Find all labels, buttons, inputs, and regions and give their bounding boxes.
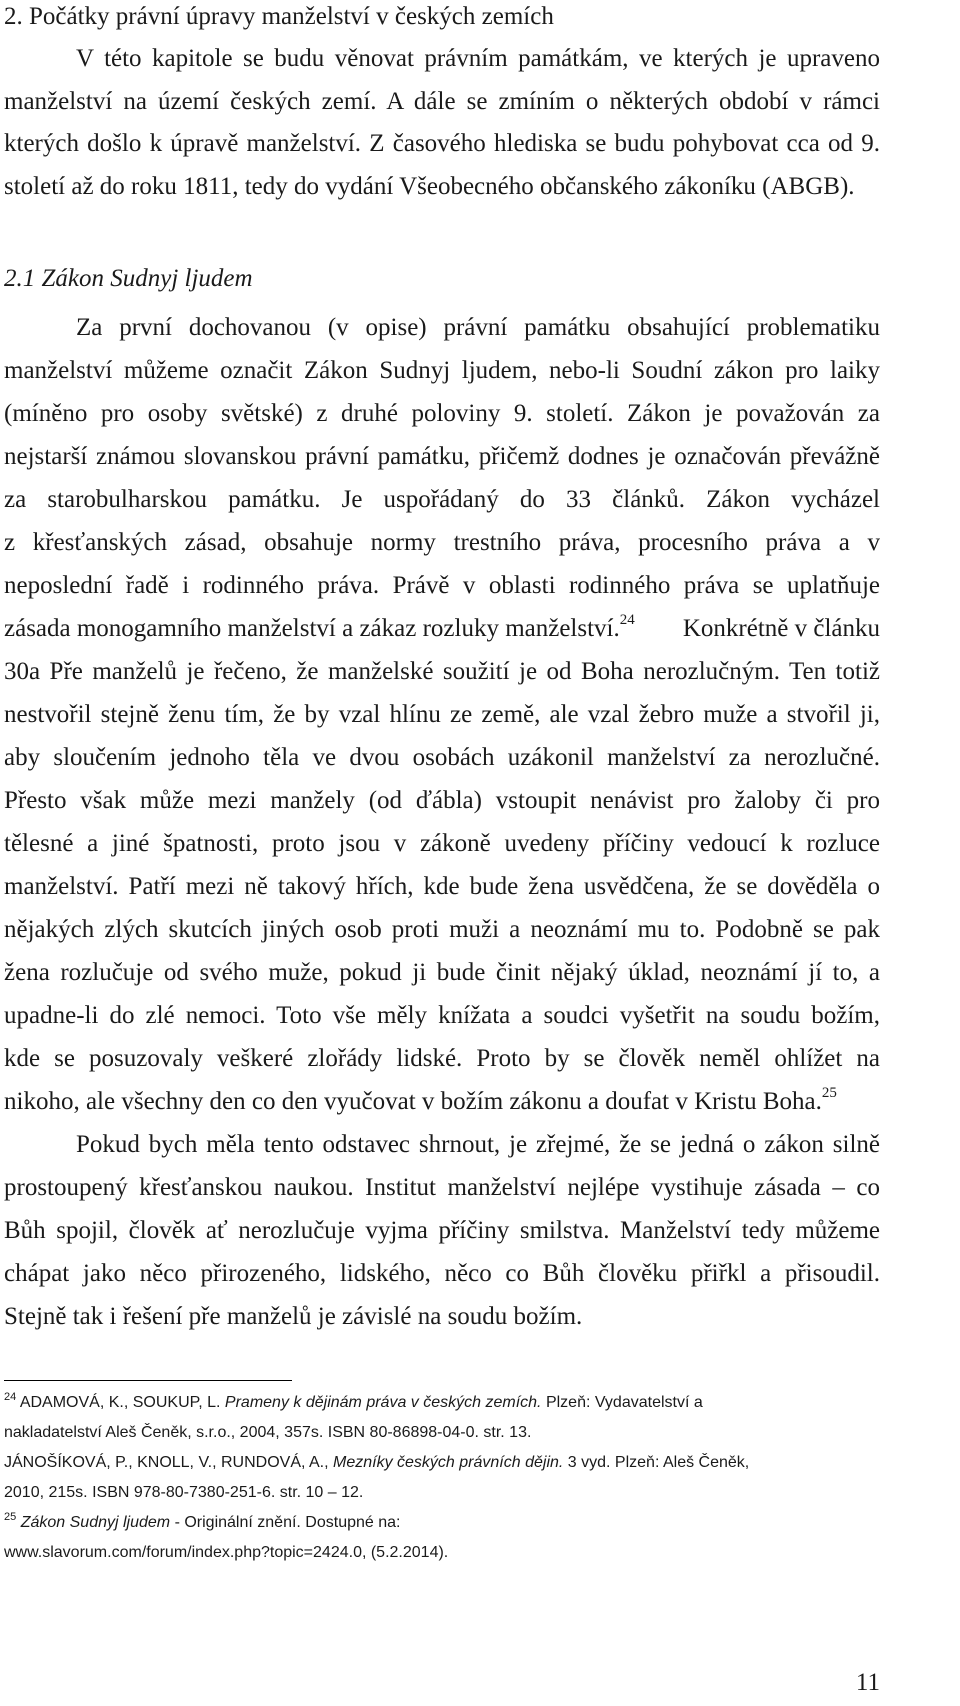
footnote-text: 3 vyd. Plzeň: Aleš Čeněk, xyxy=(567,1454,750,1471)
footnote-number: 25 xyxy=(4,1511,17,1523)
footnote-ref-24[interactable]: 24 xyxy=(619,612,635,628)
text-line: 30a Pře manželů je řečeno, že manželské soužití je od Boha nerozlučným. Ten totiž xyxy=(4,658,880,685)
footnote-text: Plzeň: Vydavatelství a xyxy=(545,1394,703,1411)
text-line: kterých došlo k úpravě manželství. Z časového hlediska se budu pohybovat cca od 9. xyxy=(4,130,880,157)
text-segment: Konkrétně v článku xyxy=(682,615,880,642)
text-line: tělesné a jiné špatnosti, proto jsou v zákoně uvedeny příčiny vedoucí k rozluce xyxy=(4,830,880,857)
text-line: neposlední řadě i rodinného práva. Právě v oblasti rodinného práva se uplatňuje xyxy=(4,572,880,599)
text-line: upadne-li do zlé nemoci. Toto vše měly knížata a soudci vyšetřit na soudu božím, xyxy=(4,1002,880,1029)
text-line: Pokud bych měla tento odstavec shrnout, je zřejmé, že se jedná o zákon silně xyxy=(76,1131,880,1158)
text-segment: nikoho, ale všechny den co den vyučovat v božím zákonu a doufat v Kristu Boha. xyxy=(4,1088,822,1115)
text-line: Bůh spojil, člověk ať nerozlučuje vyjma příčiny smilstva. Manželství tedy můžeme xyxy=(4,1217,880,1244)
section-heading: 2.1 Zákon Sudnyj ljudem xyxy=(4,265,253,292)
footnote-title: Zákon Sudnyj ljudem xyxy=(20,1514,171,1531)
text-line xyxy=(4,1085,880,1119)
text-line: za starobulharskou památku. Je uspořádaný do 33 článků. Zákon vycházel xyxy=(4,486,880,513)
text-line: prostoupený křesťanskou naukou. Institut manželství nejlépe vystihuje zásada – co xyxy=(4,1174,880,1201)
footnote-authors: JÁNOŠÍKOVÁ, P., KNOLL, V., RUNDOVÁ, A., xyxy=(4,1454,329,1471)
footnote-24-line xyxy=(4,1452,880,1474)
footnote-separator xyxy=(4,1380,292,1381)
text-line xyxy=(4,612,880,646)
text-line: Za první dochovanou (v opise) právní památku obsahující problematiku xyxy=(76,314,880,341)
text-segment: zásada monogamního manželství a zákaz rozluky manželství. xyxy=(4,615,620,642)
text-line: nestvořil stejně ženu tím, že by vzal hlínu ze země, ale vzal žebro muže a stvořil ji, xyxy=(4,701,880,728)
text-line: manželství. Patří mezi ně takový hřích, kde bude žena usvědčena, že se dověděla o xyxy=(4,873,880,900)
text-line: žena rozlučuje od svého muže, pokud ji bude činit nějaký úklad, neoznámí jí to, a xyxy=(4,959,880,986)
footnote-authors: ADAMOVÁ, K., SOUKUP, L. xyxy=(19,1394,221,1411)
text-line: Přesto však může mezi manžely (od ďábla) vstoupit nenávist pro žaloby či pro xyxy=(4,787,880,814)
footnote-number: 24 xyxy=(4,1391,17,1403)
footnote-24-line: nakladatelství Aleš Čeněk, s.r.o., 2004, 357s. ISBN 80-86898-04-0. str. 13. xyxy=(4,1424,532,1441)
text-line: nejstarší známou slovanskou právní památku, přičemž dodnes je označován převážně xyxy=(4,443,880,470)
footnote-text: - Originální znění. Dostupné na: xyxy=(174,1514,401,1531)
text-line: V této kapitole se budu věnovat právním památkám, ve kterých je upraveno xyxy=(76,45,880,72)
text-line: nějakých zlých skutcích jiných osob proti muži a neoznámí mu to. Podobně se pak xyxy=(4,916,880,943)
text-line: kde se posuzovaly veškeré zlořády lidské. Proto by se člověk neměl ohlížet na xyxy=(4,1045,880,1072)
footnote-title: Prameny k dějinám práva v českých zemích. xyxy=(224,1394,542,1411)
text-line: z křesťanských zásad, obsahuje normy trestního práva, procesního práva a v xyxy=(4,529,880,556)
footnote-title: Mezníky českých právních dějin. xyxy=(333,1454,564,1471)
text-line: (míněno pro osoby světské) z druhé poloviny 9. století. Zákon je považován za xyxy=(4,400,880,427)
footnote-24-line: 2010, 215s. ISBN 978-80-7380-251-6. str. 10 – 12. xyxy=(4,1484,364,1501)
text-line: chápat jako něco přirozeného, lidského, něco co Bůh člověku přiřkl a přisoudil. xyxy=(4,1260,880,1287)
page-number: 11 xyxy=(855,1669,880,1696)
text-line: manželství na území českých zemí. A dále se zmíním o některých období v rámci xyxy=(4,88,880,115)
footnote-25-link[interactable]: www.slavorum.com/forum/index.php?topic=2424.0, (5.2.2014). xyxy=(4,1544,449,1561)
text-line: manželství můžeme označit Zákon Sudnyj ljudem, nebo-li Soudní zákon pro laiky xyxy=(4,357,880,384)
text-line: století až do roku 1811, tedy do vydání Všeobecného občanského zákoníku (ABGB). xyxy=(4,173,855,200)
chapter-heading: 2. Počátky právní úpravy manželství v českých zemích xyxy=(4,3,554,30)
text-line: Stejně tak i řešení pře manželů je závislé na soudu božím. xyxy=(4,1303,583,1330)
footnote-ref-25[interactable]: 25 xyxy=(821,1085,837,1101)
footnote-25-line xyxy=(4,1512,880,1534)
text-line: aby sloučením jednoho těla ve dvou osobách uzákonil manželství za nerozlučné. xyxy=(4,744,880,771)
footnote-24-line xyxy=(4,1392,880,1414)
